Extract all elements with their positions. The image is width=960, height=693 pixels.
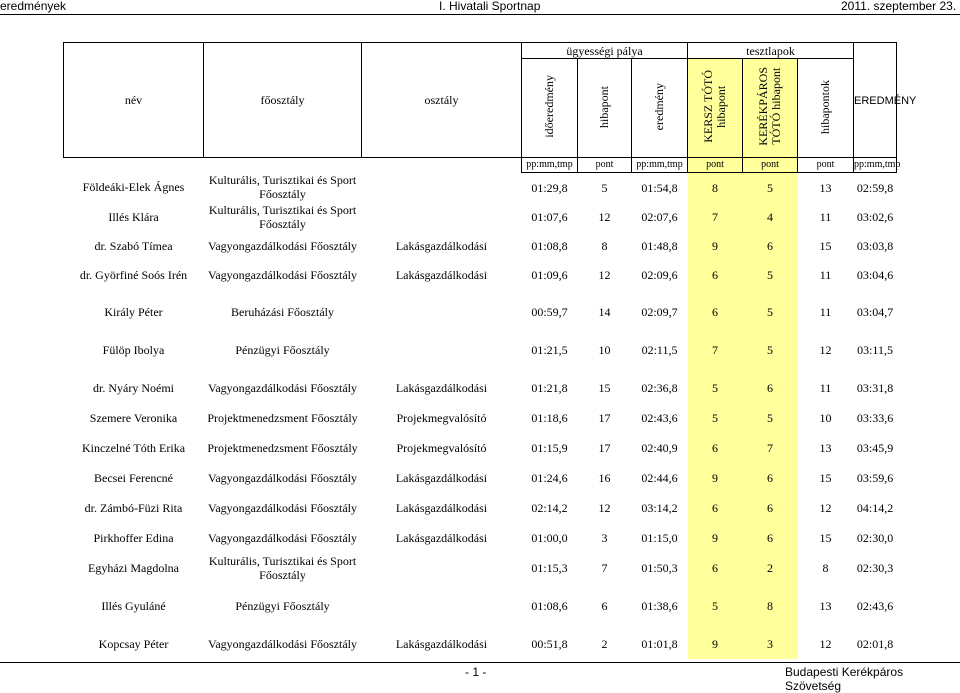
ido-cell: 01:08,6 [531,599,568,613]
foosztaly-cell: Projektmenedzsment Főosztály [207,441,358,455]
vegso-cell: 02:43,6 [856,599,894,613]
ered-cell: 01:48,8 [641,238,678,253]
hibap-cell: 11 [819,209,832,224]
vegso-cell: 03:45,9 [856,441,894,455]
name-cell: Becsei Ferencné [94,471,173,485]
col-idoeredmeny-label: időeredmény [542,75,556,138]
vegso-cell: 02:30,0 [856,531,894,545]
name-cell: Kopcsay Péter [98,637,169,651]
kersz-cell: 6 [688,433,743,463]
ered-cell: 01:15,0 [641,531,678,545]
table-row [64,173,897,203]
ido-cell: 00:51,8 [531,637,568,651]
kerek-cell: 5 [743,173,798,203]
unit-hiba: pont [578,158,632,173]
ido-cell: 01:29,8 [531,180,568,195]
kersz-cell: 5 [688,373,743,403]
unit-vegso: pp:mm,tmp [854,158,897,173]
name-cell: Földeáki-Elek Ágnes [82,180,185,195]
hiba-cell: 17 [598,411,611,425]
kerek-cell: 6 [743,463,798,493]
col-kersz-line2: hibapont [714,85,729,128]
kersz-cell: 5 [688,591,743,621]
hibap-cell: 13 [819,180,832,195]
hibap-cell: 12 [819,637,832,651]
osztaly-cell [362,553,522,583]
group-header-row [64,43,897,59]
units-row [64,158,897,173]
osztaly-cell: Lakásgazdálkodási [395,637,488,651]
kersz-cell: 6 [688,493,743,523]
col-kerekparos [743,59,798,158]
ido-cell: 02:14,2 [531,501,568,515]
ered-cell: 03:14,2 [641,501,678,515]
kerek-cell: 6 [743,373,798,403]
hiba-cell: 2 [601,637,608,651]
kerek-cell: 8 [743,591,798,621]
foosztaly-cell: Kulturális, Turisztikai és Sport Főosztály [208,202,357,231]
osztaly-cell: Projekmegvalósító [396,411,487,425]
osztaly-cell: Lakásgazdálkodási [395,501,488,515]
header-center: I. Hivatali Sportnap [439,0,541,13]
ered-cell: 01:50,3 [641,561,678,575]
name-cell: Illés Gyuláné [101,599,166,613]
ered-cell: 02:11,5 [641,343,678,357]
hibap-cell: 10 [819,411,832,425]
unit-ered: pp:mm,tmp [632,158,688,173]
name-cell: dr. Zámbó-Füzi Rita [84,501,183,515]
vegso-cell: 03:31,8 [856,381,894,395]
kersz-cell: 6 [688,260,743,289]
name-cell: Egyházi Magdolna [88,561,179,575]
osztaly-cell: Lakásgazdálkodási [395,381,488,395]
osztaly-cell [362,173,522,203]
footer-page: - 1 - [465,665,487,679]
col-hibapontok [798,59,854,158]
vegso-cell: 03:03,8 [856,238,894,253]
hibap-cell: 12 [819,343,832,357]
name-cell: Király Péter [104,305,163,319]
col-nev: név [64,43,204,158]
col-kerekparos-label [757,67,783,146]
kersz-cell: 9 [688,629,743,659]
ered-cell: 02:07,6 [641,209,678,224]
ered-cell: 02:44,6 [641,471,678,485]
col-kerekparos-line2: TÓTÓ hibapont [769,68,784,145]
foosztaly-cell: Vagyongazdálkodási Főosztály [208,267,357,282]
vegso-cell: 04:14,2 [856,501,894,515]
name-cell: Kinczelné Tóth Erika [81,441,186,455]
col-kersz-line1: KERSZ TÓTÓ [701,70,716,143]
kersz-cell: 8 [688,173,743,203]
unit-hibap: pont [798,158,854,173]
hibap-cell: 13 [819,441,832,455]
vegso-cell: 03:59,6 [856,471,894,485]
name-cell: Pirkhoffer Edina [93,531,174,545]
table-row [64,553,897,583]
name-cell: Illés Klára [108,209,159,224]
kersz-cell: 6 [688,297,743,327]
ido-cell: 01:18,6 [531,411,568,425]
osztaly-cell: Lakásgazdálkodási [395,471,488,485]
hibap-cell: 13 [819,599,832,613]
kerek-cell: 6 [743,493,798,523]
kersz-cell: 9 [688,523,743,553]
hiba-cell: 12 [598,267,611,282]
col-hibapont-label: hibapont [597,85,611,128]
col-hibapont [578,59,632,158]
vegso-cell: 03:11,5 [857,343,893,357]
vegso-cell: 02:01,8 [856,637,894,651]
group-teszt: tesztlapok [688,43,854,59]
hiba-cell: 10 [598,343,611,357]
foosztaly-cell: Kulturális, Turisztikai és Sport Főosztály [208,554,357,582]
ered-cell: 02:36,8 [641,381,678,395]
table-row [64,463,897,493]
osztaly-cell [362,335,522,365]
kersz-cell: 6 [688,553,743,583]
hiba-cell: 6 [601,599,608,613]
table-row [64,629,897,659]
kerek-cell: 6 [743,523,798,553]
unit-kersz: pont [688,158,743,173]
osztaly-cell: Lakásgazdálkodási [395,531,488,545]
col-eredmeny2 [854,43,917,158]
kerek-cell: 5 [743,260,798,289]
foosztaly-cell: Projektmenedzsment Főosztály [207,411,358,425]
results-body [64,173,897,660]
ido-cell: 01:07,6 [531,209,568,224]
ido-cell: 01:00,0 [531,531,568,545]
hiba-cell: 3 [601,531,608,545]
kersz-cell: 9 [688,463,743,493]
ered-cell: 02:43,6 [641,411,678,425]
foosztaly-cell: Pénzügyi Főosztály [235,599,330,613]
name-cell: Szemere Veronika [89,411,178,425]
table-row [64,523,897,553]
vegso-cell: 03:02,6 [856,209,894,224]
vegso-cell: 03:33,6 [856,411,894,425]
col-idoeredmeny [522,59,578,158]
results-table [63,42,917,659]
osztaly-cell [362,202,522,231]
hibap-cell: 12 [819,501,832,515]
kersz-cell: 9 [688,231,743,260]
table-row [64,231,897,260]
ido-cell: 01:24,6 [531,471,568,485]
col-osztaly: osztály [362,43,522,158]
hibap-cell: 15 [819,238,832,253]
ered-cell: 01:54,8 [641,180,678,195]
ido-cell: 00:59,7 [531,305,568,319]
page-header [0,0,960,15]
vegso-cell: 02:59,8 [856,180,894,195]
osztaly-cell: Lakásgazdálkodási [395,267,488,282]
ido-cell: 01:15,3 [531,561,568,575]
hiba-cell: 8 [601,238,608,253]
vegso-cell: 03:04,6 [856,267,894,282]
col-hibapontok-label: hibapontok [818,79,833,134]
table-row [64,373,897,403]
foosztaly-cell: Vagyongazdálkodási Főosztály [208,531,357,545]
kerek-cell: 6 [743,231,798,260]
header-left: eredmények [0,0,67,13]
name-cell: dr. Györfiné Soós Irén [79,267,188,282]
osztaly-cell [362,297,522,327]
name-cell: dr. Szabó Tímea [94,238,173,253]
table-row [64,591,897,621]
hibap-cell: 11 [819,305,832,319]
kerek-cell: 5 [743,297,798,327]
hiba-cell: 12 [598,209,611,224]
footer-org: Budapesti Kerékpáros Szövetség [785,665,904,693]
osztaly-cell: Lakásgazdálkodási [395,238,488,253]
col-foosztaly: főosztály [204,43,362,158]
col-eredmeny-label: eredmény [652,82,666,131]
kerek-cell: 7 [743,433,798,463]
foosztaly-cell: Vagyongazdálkodási Főosztály [208,381,357,395]
col-eredmeny [632,59,688,158]
foosztaly-cell: Vagyongazdálkodási Főosztály [208,501,357,515]
group-ugyessegi: ügyességi pálya [522,43,688,59]
hibap-cell: 8 [822,561,829,575]
table-row [64,433,897,463]
osztaly-cell [362,591,522,621]
name-cell: dr. Nyáry Noémi [93,381,174,395]
hiba-cell: 16 [598,471,611,485]
foosztaly-cell: Vagyongazdálkodási Főosztály [208,637,357,651]
unit-kerek: pont [743,158,798,173]
ido-cell: 01:08,8 [531,238,568,253]
kerek-cell: 4 [743,202,798,231]
hiba-cell: 15 [598,381,611,395]
kersz-cell: 7 [688,335,743,365]
ido-cell: 01:15,9 [531,441,568,455]
page-footer [0,662,960,693]
hibap-cell: 15 [819,471,832,485]
col-kersz-label [702,70,728,143]
col-eredmeny2-label: EREDMÉNY [854,94,917,107]
table-row [64,202,897,231]
table-row [64,297,897,327]
kerek-cell: 5 [743,335,798,365]
unit-ido: pp:mm,tmp [522,158,578,173]
kersz-cell: 7 [688,202,743,231]
table-row [64,493,897,523]
ered-cell: 01:01,8 [641,637,678,651]
hibap-cell: 11 [819,267,832,282]
kerek-cell: 2 [743,553,798,583]
name-cell: Fülöp Ibolya [102,343,165,357]
foosztaly-cell: Kulturális, Turisztikai és Sport Főosztály [208,173,357,202]
table-row [64,260,897,289]
osztaly-cell: Projekmegvalósító [396,441,487,455]
kerek-cell: 3 [743,629,798,659]
col-kerekparos-line1: KERÉKPÁROS [756,67,771,146]
hiba-cell: 17 [598,441,611,455]
kersz-cell: 5 [688,403,743,433]
foosztaly-cell: Pénzügyi Főosztály [235,343,330,357]
hiba-cell: 5 [601,180,608,195]
ered-cell: 02:09,6 [641,267,678,282]
ered-cell: 02:09,7 [641,305,678,319]
hiba-cell: 7 [601,561,608,575]
ido-cell: 01:09,6 [531,267,568,282]
ered-cell: 01:38,6 [641,599,678,613]
foosztaly-cell: Beruházási Főosztály [231,305,334,319]
hibap-cell: 11 [819,381,832,395]
vegso-cell: 03:04,7 [856,305,894,319]
foosztaly-cell: Vagyongazdálkodási Főosztály [208,471,357,485]
hiba-cell: 12 [598,501,611,515]
table-row [64,403,897,433]
ered-cell: 02:40,9 [641,441,678,455]
ido-cell: 01:21,5 [531,343,568,357]
kerek-cell: 5 [743,403,798,433]
hibap-cell: 15 [819,531,832,545]
header-right: 2011. szeptember 23. [841,0,957,13]
vegso-cell: 02:30,3 [856,561,894,575]
ido-cell: 01:21,8 [531,381,568,395]
col-kersz [688,59,743,158]
hiba-cell: 14 [598,305,611,319]
table-row [64,335,897,365]
foosztaly-cell: Vagyongazdálkodási Főosztály [208,238,357,253]
